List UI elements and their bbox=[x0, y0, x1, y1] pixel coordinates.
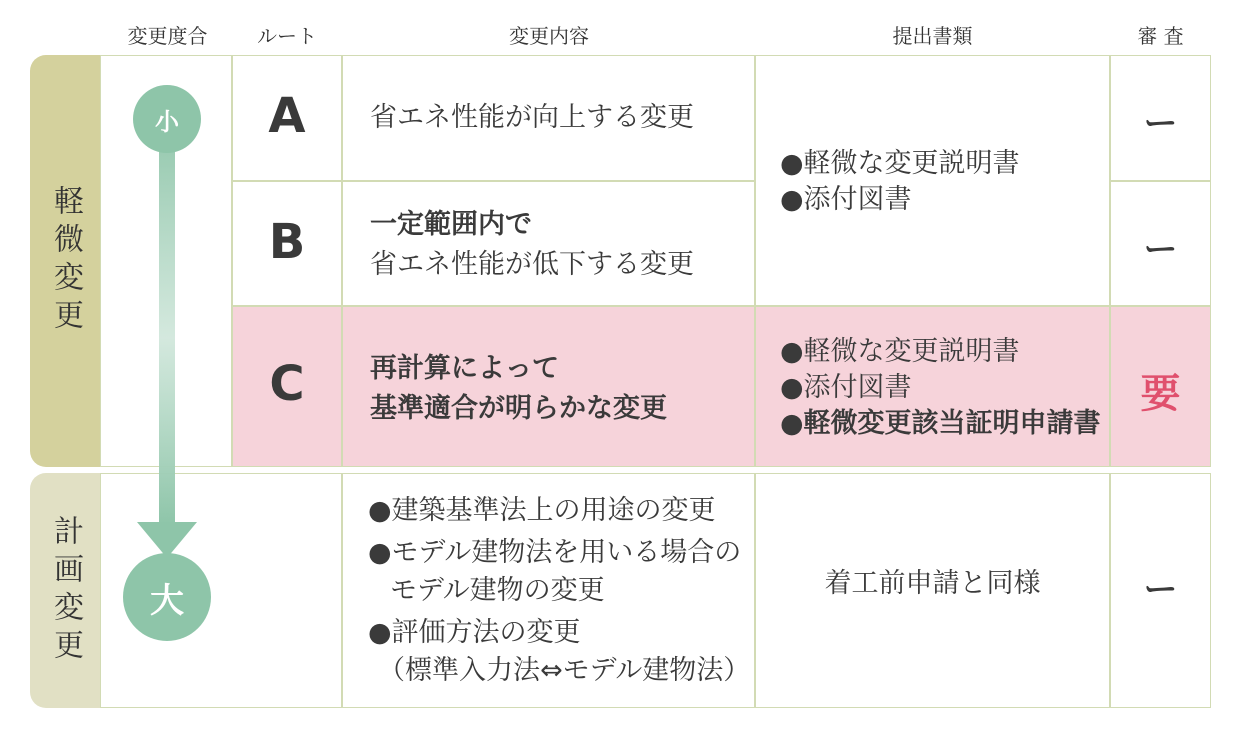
review-plan: ー bbox=[1143, 570, 1178, 610]
header-route: ルート bbox=[257, 24, 317, 48]
docs-c-item3: ●軽微変更該当証明申請書 bbox=[780, 408, 1101, 439]
small-circle: 小 bbox=[133, 85, 201, 153]
route-a: A bbox=[268, 88, 306, 144]
route-b: B bbox=[268, 214, 306, 270]
plan-item-2-line1: ●モデル建物法を用いる場合の bbox=[368, 537, 742, 568]
header-review: 審 査 bbox=[1137, 24, 1184, 48]
plan-item-1: ●建築基準法上の用途の変更 bbox=[368, 495, 716, 526]
plan-item-3 bbox=[368, 614, 750, 690]
large-circle: 大 bbox=[123, 553, 211, 641]
content-c-line2: 基準適合が明らかな変更 bbox=[370, 393, 667, 424]
minor-change-label-cell bbox=[30, 55, 100, 467]
plan-item-3-line1: ●評価方法の変更 bbox=[368, 617, 581, 648]
docs-ab-item2: ●添付図書 bbox=[780, 184, 912, 215]
plan-change-label-cell bbox=[30, 473, 100, 708]
docs-c bbox=[780, 334, 1101, 442]
docs-plan: 着工前申請と同様 bbox=[824, 568, 1041, 599]
header-content: 変更内容 bbox=[509, 24, 589, 48]
plan-item-2-line2: モデル建物の変更 bbox=[390, 575, 605, 606]
review-b: ー bbox=[1143, 230, 1178, 270]
minor-change-label: 軽微変更 bbox=[48, 185, 83, 337]
review-a: ー bbox=[1143, 104, 1178, 144]
plan-change-list bbox=[368, 492, 750, 694]
header-documents: 提出書類 bbox=[892, 24, 973, 48]
plan-item-2 bbox=[368, 534, 750, 610]
docs-ab bbox=[780, 146, 1020, 218]
content-c bbox=[370, 349, 667, 429]
content-b-line2: 省エネ性能が低下する変更 bbox=[370, 249, 694, 280]
content-b bbox=[370, 205, 694, 285]
header-degree: 変更度合 bbox=[127, 24, 208, 48]
content-c-line1: 再計算によって bbox=[370, 353, 559, 384]
docs-ab-item1: ●軽微な変更説明書 bbox=[780, 148, 1020, 179]
docs-c-item1: ●軽微な変更説明書 bbox=[780, 336, 1020, 367]
degree-arrow bbox=[130, 110, 210, 560]
content-a-line1: 省エネ性能が向上する変更 bbox=[370, 102, 694, 133]
review-c-required: 要 bbox=[1140, 371, 1181, 417]
content-a bbox=[370, 98, 694, 138]
route-c: C bbox=[269, 356, 305, 412]
plan-item-3-line2: （標準入力法⇔モデル建物法） bbox=[378, 655, 751, 686]
content-b-line1: 一定範囲内で bbox=[370, 209, 532, 240]
docs-c-item2: ●添付図書 bbox=[780, 372, 912, 403]
plan-change-label: 計画変更 bbox=[48, 514, 83, 667]
